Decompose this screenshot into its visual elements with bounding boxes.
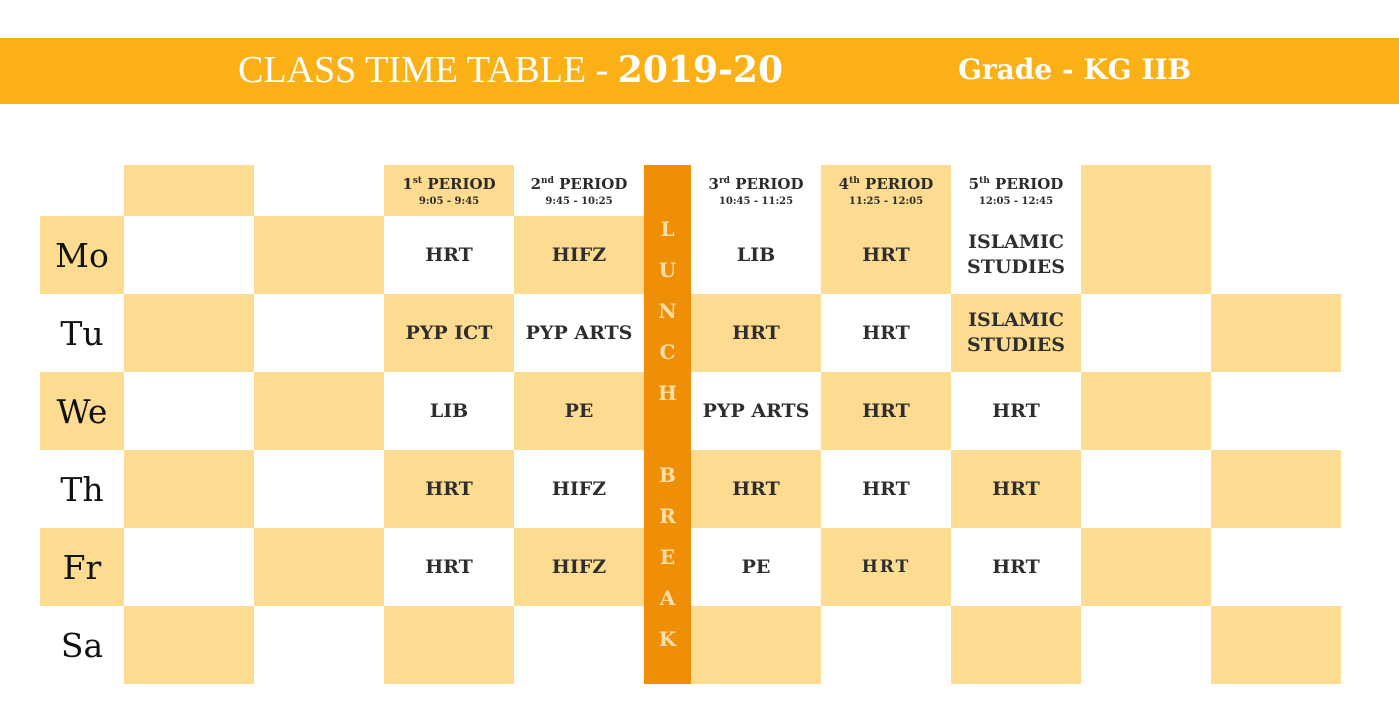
- day-label-we: We: [56, 391, 108, 431]
- period-name: 4th PERIOD: [838, 175, 934, 193]
- subject-cell: PYP ICT: [405, 321, 493, 344]
- lunch-break-label: L U N C H B R E A K: [658, 217, 677, 651]
- period-name: 2nd PERIOD: [530, 175, 628, 193]
- grid-shade-cell: [1081, 216, 1211, 294]
- grid-shade-cell: [254, 216, 384, 294]
- subject-cell: HIFZ: [551, 555, 607, 578]
- period-time: 11:25 - 12:05: [848, 196, 924, 207]
- subject-cell: HRT: [862, 321, 910, 344]
- period-header-4: [821, 166, 951, 216]
- period-time: 9:05 - 9:45: [418, 196, 480, 207]
- subject-cell: HRT: [992, 477, 1040, 500]
- subject-cell: PYP ARTS: [525, 321, 633, 344]
- period-time: 10:45 - 11:25: [718, 196, 794, 207]
- grade-label: Grade - KG IIB: [958, 53, 1192, 86]
- period-header-2: [514, 166, 644, 216]
- header-shade-cell: [1081, 165, 1211, 216]
- grid-shade-cell: [1081, 372, 1211, 450]
- grid-shade-cell: [1211, 294, 1341, 372]
- subject-cell: HIFZ: [551, 243, 607, 266]
- subject-cell: HRT: [425, 243, 473, 266]
- grid-shade-cell: [1211, 606, 1341, 684]
- title-text: CLASS TIME TABLE -: [238, 49, 618, 91]
- day-label-th: Th: [60, 469, 104, 509]
- subject-cell: HRT: [861, 556, 911, 577]
- grid-shade-cell: [691, 606, 821, 684]
- period-name: 5th PERIOD: [968, 175, 1064, 193]
- period-time: 9:45 - 10:25: [545, 196, 613, 207]
- day-label-tu: Tu: [60, 313, 104, 353]
- period-header-1: [384, 166, 514, 216]
- period-name: 1st PERIOD: [402, 175, 496, 193]
- subject-cell: HRT: [862, 399, 910, 422]
- subject-cell: HRT: [992, 399, 1040, 422]
- period-header-5: [951, 166, 1081, 216]
- period-name: 3rd PERIOD: [708, 175, 804, 193]
- grid-shade-cell: [1211, 450, 1341, 528]
- day-label-mo: Mo: [55, 235, 109, 275]
- subject-cell: LIB: [736, 243, 776, 266]
- subject-cell: ISLAMIC STUDIES: [967, 309, 1065, 356]
- subject-cell: HRT: [425, 555, 473, 578]
- grid-shade-cell: [1081, 528, 1211, 606]
- subject-cell: ISLAMIC STUDIES: [967, 231, 1065, 278]
- grid-shade-cell: [124, 606, 254, 684]
- subject-cell: HIFZ: [551, 477, 607, 500]
- subject-cell: HRT: [425, 477, 473, 500]
- subject-cell: HRT: [732, 477, 780, 500]
- lunch-break-column: [644, 165, 691, 684]
- grid-shade-cell: [124, 294, 254, 372]
- grid-shade-cell: [951, 606, 1081, 684]
- subject-cell: PYP ARTS: [702, 399, 810, 422]
- page-title: [238, 50, 783, 90]
- header-shade-cell: [124, 165, 254, 216]
- title-year: 2019-20: [617, 49, 784, 91]
- period-time: 12:05 - 12:45: [978, 196, 1054, 207]
- grid-shade-cell: [254, 528, 384, 606]
- subject-cell: HRT: [862, 243, 910, 266]
- grid-shade-cell: [254, 372, 384, 450]
- subject-cell: HRT: [992, 555, 1040, 578]
- grid-shade-cell: [124, 450, 254, 528]
- period-header-3: [691, 166, 821, 216]
- subject-cell: LIB: [429, 399, 469, 422]
- day-label-sa: Sa: [60, 625, 104, 665]
- day-label-fr: Fr: [62, 547, 102, 587]
- subject-cell: PE: [564, 399, 594, 422]
- subject-cell: HRT: [732, 321, 780, 344]
- subject-cell: PE: [741, 555, 771, 578]
- subject-cell: HRT: [862, 477, 910, 500]
- grid-shade-cell: [384, 606, 514, 684]
